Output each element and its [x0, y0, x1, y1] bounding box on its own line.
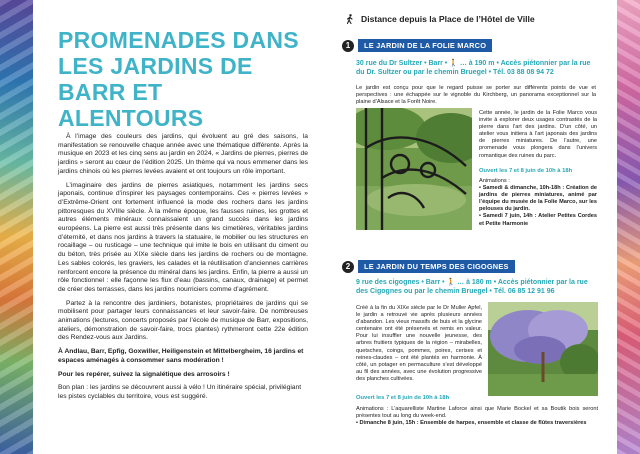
left-body — [58, 133, 308, 407]
animation-item: Animations : L’aquarelliste Martine Laforce ainsi que Marie Bockel et sa Boutik bois seront présentes tout au long du week-end. — [356, 406, 598, 420]
section-title: LE JARDIN DE LA FOLIE MARCO — [358, 39, 492, 52]
paragraph: Partez à la rencontre des jardiniers, botanistes, propriétaires de jardins qui se mobilisent pour partager leurs connaissances et leur savoir-faire. De nombreuses animations (lectures, concerts proposés par l’école de musique de Barr, expositions, ateliers, démonstration de savoir-faire, trocs plantes) rythmeront cette 22e édition des Rendez-vous aux Jardins. — [58, 299, 308, 342]
section-2-description: Créé à la fin du XIXe siècle par le Dr Muller Apfel, le jardin a retrouvé vie après plusieurs années d’abandon. Les vieux massifs de buis et la glycine centenaire ont été préservés et remis en valeur. Pour lui insuffler une nouvelle jeunesse, des arbres fruitiers typiques de la région – mirabelles, quetsches, coings, pommes, poires, cerises et reines-claudes – ont été plantés en harmonie. À côté, un potager en permaculture s’est développé au fil des années, avec une évolution progressive des planches cultivées. — [356, 305, 482, 382]
distance-header — [345, 14, 605, 24]
section-1-address: 30 rue du Dr Sultzer • Barr • 🚶 … à 190 m • Accès piétonnier par la rue du Dr. Sultzer ou par le chemin Bruegel • Tél. 03 88 08 94 72 — [356, 60, 591, 76]
animations-label: Animations : — [479, 178, 510, 184]
section-1-intro: Le jardin est conçu pour que le regard puisse se porter sur différents points de vue et perspectives : une échappée sur le vignoble du Kirchberg, un panorama exceptionnel sur la plaine d’Alsace et la Forêt Noire. — [356, 85, 596, 106]
animation-item: • Samedi 7 juin, 14h : Atelier Petites Cordes et Petite Harmonie — [479, 213, 597, 227]
walker-icon — [345, 14, 355, 24]
signage-tip: Pour les repérer, suivez la signalétique des arrosoirs ! — [58, 370, 230, 378]
section-2-heading — [342, 260, 515, 273]
distance-header-text: Distance depuis la Place de l’Hôtel de Ville — [361, 14, 535, 24]
section-2-address: 9 rue des cigognes • Barr • 🚶 … à 180 m • Accès piétonnier par la rue des Cigognes ou par le chemin Bruegel • Tél. 06 85 12 91 96 — [356, 279, 588, 295]
animation-item: • Samedi & dimanche, 10h-18h : Création de jardins de pierres miniatures, animé par l’équipe du musée de la Folie Marco, sur les pelouses du jardin. — [479, 185, 597, 213]
section-1-description: Cette année, le jardin de la Folie Marco vous invite à explorer deux usages contrastés de la pierre dans l’art des jardins. D’un côté, un atelier vous initiera à l’art japonais des jardins de pierres miniatures. De l’autre, une promenade vous plongera dans l’univers romantique des ruines du parc. — [479, 110, 597, 159]
section-2-opening: Ouvert les 7 et 8 juin de 10h à 18h — [356, 395, 450, 401]
animation-item: • Dimanche 8 juin, 15h : Ensemble de harpes, ensemble et classe de flûtes traversières — [356, 420, 587, 427]
section-number: 2 — [342, 261, 354, 273]
section-1-heading — [342, 39, 492, 52]
section-2-animations — [356, 406, 598, 427]
paragraph: À l’image des couleurs des jardins, qui évoluent au gré des saisons, la manifestation se renouvelle chaque année avec une thématique différente. Après la musique en 2023 et les cinq sens au jardin en 2024, « Jardins de pierres, pierres de jardins » seront au cœur de l’édition 2025. Un thème qui va nous emmener dans les jardins chinois où les pierres levées avaient et ont toujours un rôle important. — [58, 133, 308, 175]
garden-gate-photo — [356, 108, 472, 230]
paragraph: L’imaginaire des jardins de pierres asiatiques, notamment les jardins secs japonais, continue d’inspirer les paysages contemporains. Ces « pierres levées » d’Extrême-Orient ont fortement influencé la mode des rochers dans les jardins pittoresques du XVIIIe siècle. À la même époque, les fausses ruines, les grottes et autres éléments minéraux connaissaient un grand succès dans les jardins européens. La pierre est aussi très présente dans les cimetières, véritables jardins d’éternité, et dans nos jardins à travers la statuaire, le mobilier ou les structures en rocaillage – ou rusticage – une technique qui imite le bois en utilisant du ciment ou du béton, très prisée au XIXe siècle dans les jardins de rochers ou de montagne. Les sables colorés, les graviers, les calades et la réutilisation d’anciennes carrières renforcent encore la présence du minéral dans les jardins. Enfin, la pierre a aussi un rôle fonctionnel : elle façonne les flux d’eau (bassins, canaux, drainage) et permet de créer des terrasses, dans les jardins nourriciers comme d’agrément. — [58, 181, 308, 293]
wisteria-photo — [488, 302, 598, 396]
section-1-animations — [479, 178, 597, 228]
section-title: LE JARDIN DU TEMPS DES CIGOGNES — [358, 260, 515, 273]
decorative-right-strip — [617, 0, 640, 454]
decorative-left-strip — [0, 0, 33, 454]
towns-highlight: À Andlau, Barr, Epfig, Goxwiller, Heiligenstein et Mittelbergheim, 16 jardins et espaces aménagés à consommer sans modération ! — [58, 348, 304, 364]
bike-tip: Bon plan : les jardins se découvrent aussi à vélo ! Un itinéraire spécial, privilégiant les pistes cyclables du territoire, vous est suggéré. — [58, 384, 302, 400]
page-title: PROMENADES DANS LES JARDINS DE BARR ET ALENTOURS — [58, 27, 299, 131]
section-1-opening: Ouvert les 7 et 8 juin de 10h à 18h — [479, 168, 573, 174]
section-number: 1 — [342, 40, 354, 52]
